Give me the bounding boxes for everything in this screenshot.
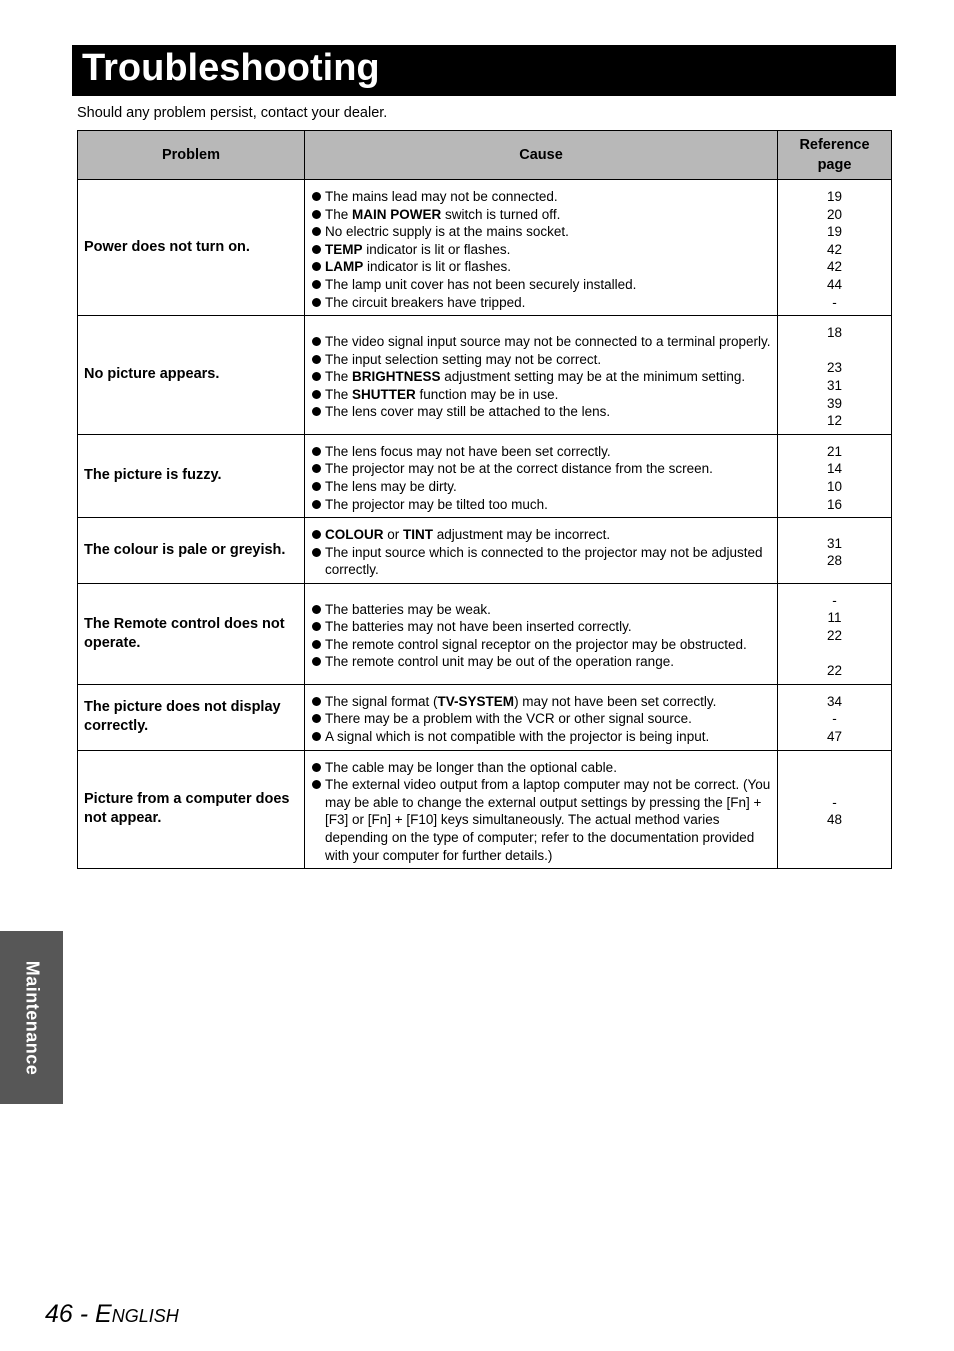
problem-cell: The Remote control does not operate. xyxy=(78,583,305,684)
cause-text: The external video output from a laptop computer may not be correct. (You may be able to change the external output settings by pressing the [Fn] + [F3] or [Fn] + [F10] keys simultaneously. The actual method varies depending on the type of computer; refer to the documentation provided with your computer for further details.) xyxy=(325,777,771,863)
cause-text: The lens focus may not have been set correctly. xyxy=(325,443,611,459)
cause-text: The cable may be longer than the optional cable. xyxy=(325,759,617,775)
cause-text: The batteries may be weak. xyxy=(325,601,491,617)
reference-page: 11 xyxy=(827,610,842,626)
reference-page: 23 xyxy=(826,360,843,376)
side-tab-maintenance xyxy=(0,931,63,1104)
cause-cell xyxy=(305,750,778,869)
reference-page: - xyxy=(832,294,837,310)
cause-text: The circuit breakers have tripped. xyxy=(325,294,526,310)
cause-item xyxy=(312,526,773,544)
intro-text: Should any problem persist, contact your dealer. xyxy=(77,105,388,121)
problem-cell: Picture from a computer does not appear. xyxy=(78,750,305,869)
bullet-icon xyxy=(312,697,321,706)
reference-page: 28 xyxy=(826,553,843,569)
bullet-icon xyxy=(312,210,321,219)
cause-text: The signal format (TV-SYSTEM) may not have been set correctly. xyxy=(325,693,717,709)
reference-page: - xyxy=(832,711,837,727)
reference-page: 48 xyxy=(826,812,843,828)
side-tab-label: Maintenance xyxy=(22,960,42,1075)
cause-item xyxy=(312,386,773,404)
cause-item xyxy=(312,460,773,478)
cause-text: The video signal input source may not be connected to a terminal properly. xyxy=(325,333,771,349)
cause-item xyxy=(312,728,773,746)
reference-page xyxy=(780,342,889,360)
reference-page: - xyxy=(832,592,837,608)
cause-item xyxy=(312,403,773,421)
bullet-icon xyxy=(312,640,321,649)
page-footer xyxy=(45,1298,179,1330)
cause-text: TEMP indicator is lit or flashes. xyxy=(325,241,511,257)
reference-page: 34 xyxy=(826,693,843,709)
cause-text: The lens cover may still be attached to the lens. xyxy=(325,404,611,420)
cause-item xyxy=(312,276,773,294)
bullet-icon xyxy=(312,763,321,772)
cause-item xyxy=(312,496,773,514)
bullet-icon xyxy=(312,482,321,491)
reference-page: 22 xyxy=(826,663,843,679)
bullet-icon xyxy=(312,605,321,614)
cause-item xyxy=(312,693,773,711)
cause-text: The lens may be dirty. xyxy=(325,478,457,494)
cause-text: There may be a problem with the VCR or other signal source. xyxy=(325,711,692,727)
reference-page: 19 xyxy=(826,189,843,204)
reference-page: 42 xyxy=(826,259,843,275)
reference-page: 20 xyxy=(826,206,843,222)
problem-cell: The colour is pale or greyish. xyxy=(78,518,305,584)
bullet-icon xyxy=(312,355,321,364)
footer-language: English xyxy=(95,1300,179,1328)
table-header-row xyxy=(78,131,892,180)
cause-item xyxy=(312,368,773,386)
cause-cell xyxy=(305,434,778,517)
table-row xyxy=(78,518,892,584)
reference-cell xyxy=(778,684,892,750)
problem-cell: Power does not turn on. xyxy=(78,180,305,316)
cause-cell xyxy=(305,684,778,750)
cause-cell xyxy=(305,518,778,584)
reference-cell xyxy=(778,750,892,869)
cause-item xyxy=(312,241,773,259)
bullet-icon xyxy=(312,227,321,236)
cause-text: The mains lead may not be connected. xyxy=(325,189,558,204)
table-row xyxy=(78,316,892,435)
bullet-icon xyxy=(312,548,321,557)
cause-text: The projector may be tilted too much. xyxy=(325,496,548,512)
cause-item xyxy=(312,333,773,351)
cause-item xyxy=(312,653,773,671)
cause-text: The MAIN POWER switch is turned off. xyxy=(325,206,561,222)
table-row xyxy=(78,180,892,316)
bullet-icon xyxy=(312,390,321,399)
bullet-icon xyxy=(312,280,321,289)
cause-item xyxy=(312,223,773,241)
bullet-icon xyxy=(312,780,321,789)
cause-text: A signal which is not compatible with the projector is being input. xyxy=(325,729,710,745)
bullet-icon xyxy=(312,372,321,381)
troubleshooting-table xyxy=(77,130,892,869)
header-cause: Cause xyxy=(305,131,778,180)
bullet-icon xyxy=(312,500,321,509)
cause-cell xyxy=(305,316,778,435)
page-title: Troubleshooting xyxy=(82,47,380,89)
bullet-icon xyxy=(312,245,321,254)
problem-cell: The picture is fuzzy. xyxy=(78,434,305,517)
cause-text: The projector may not be at the correct distance from the screen. xyxy=(325,461,713,477)
reference-page: 14 xyxy=(826,461,843,477)
table-row xyxy=(78,750,892,869)
reference-page: 44 xyxy=(826,276,843,292)
cause-cell xyxy=(305,180,778,316)
cause-item xyxy=(312,776,773,864)
cause-item xyxy=(312,294,773,312)
cause-text: COLOUR or TINT adjustment may be incorrect. xyxy=(325,527,611,543)
reference-cell xyxy=(778,434,892,517)
bullet-icon xyxy=(312,337,321,346)
cause-item xyxy=(312,351,773,369)
reference-page: 31 xyxy=(826,535,843,551)
reference-page: 22 xyxy=(826,628,843,644)
reference-cell xyxy=(778,583,892,684)
cause-item xyxy=(312,601,773,619)
cause-text: The SHUTTER function may be in use. xyxy=(325,386,559,402)
title-bar xyxy=(72,45,896,96)
reference-page: 47 xyxy=(826,729,843,745)
cause-item xyxy=(312,710,773,728)
cause-text: The batteries may not have been inserted correctly. xyxy=(325,619,632,635)
problem-cell: The picture does not display correctly. xyxy=(78,684,305,750)
cause-text: No electric supply is at the mains socket. xyxy=(325,224,569,240)
cause-text: The BRIGHTNESS adjustment setting may be at the minimum setting. xyxy=(325,369,746,385)
reference-page: 31 xyxy=(826,377,843,393)
reference-page: 12 xyxy=(826,413,843,429)
reference-cell xyxy=(778,316,892,435)
cause-item xyxy=(312,188,773,206)
reference-page xyxy=(780,645,889,663)
reference-cell xyxy=(778,518,892,584)
bullet-icon xyxy=(312,407,321,416)
cause-item xyxy=(312,478,773,496)
reference-cell xyxy=(778,180,892,316)
cause-text: LAMP indicator is lit or flashes. xyxy=(325,259,512,275)
table-row xyxy=(78,684,892,750)
bullet-icon xyxy=(312,447,321,456)
reference-page: 19 xyxy=(826,224,843,240)
reference-page: - xyxy=(832,794,837,810)
table-row xyxy=(78,583,892,684)
table-row xyxy=(78,434,892,517)
table-body xyxy=(78,180,892,869)
problem-cell: No picture appears. xyxy=(78,316,305,435)
cause-cell xyxy=(305,583,778,684)
reference-page: 21 xyxy=(826,443,843,459)
reference-page: 39 xyxy=(826,395,843,411)
bullet-icon xyxy=(312,262,321,271)
reference-page: 18 xyxy=(826,325,843,341)
header-problem: Problem xyxy=(78,131,305,180)
cause-text: The remote control unit may be out of the operation range. xyxy=(325,654,674,670)
bullet-icon xyxy=(312,732,321,741)
cause-item xyxy=(312,258,773,276)
cause-item xyxy=(312,443,773,461)
cause-item xyxy=(312,544,773,579)
cause-text: The input source which is connected to the projector may not be adjusted correctly. xyxy=(325,544,763,578)
bullet-icon xyxy=(312,530,321,539)
reference-page: 16 xyxy=(826,496,843,512)
cause-text: The lamp unit cover has not been securely installed. xyxy=(325,276,637,292)
bullet-icon xyxy=(312,714,321,723)
cause-item xyxy=(312,759,773,777)
cause-item xyxy=(312,206,773,224)
bullet-icon xyxy=(312,298,321,307)
cause-item xyxy=(312,618,773,636)
cause-text: The remote control signal receptor on the projector may be obstructed. xyxy=(325,636,747,652)
reference-page: 10 xyxy=(826,478,843,494)
bullet-icon xyxy=(312,464,321,473)
cause-item xyxy=(312,636,773,654)
bullet-icon xyxy=(312,622,321,631)
reference-page: 42 xyxy=(826,241,843,257)
header-reference: Reference page xyxy=(778,131,892,180)
bullet-icon xyxy=(312,657,321,666)
bullet-icon xyxy=(312,192,321,201)
cause-text: The input selection setting may not be correct. xyxy=(325,351,602,367)
page-number: 46 - xyxy=(45,1300,96,1328)
